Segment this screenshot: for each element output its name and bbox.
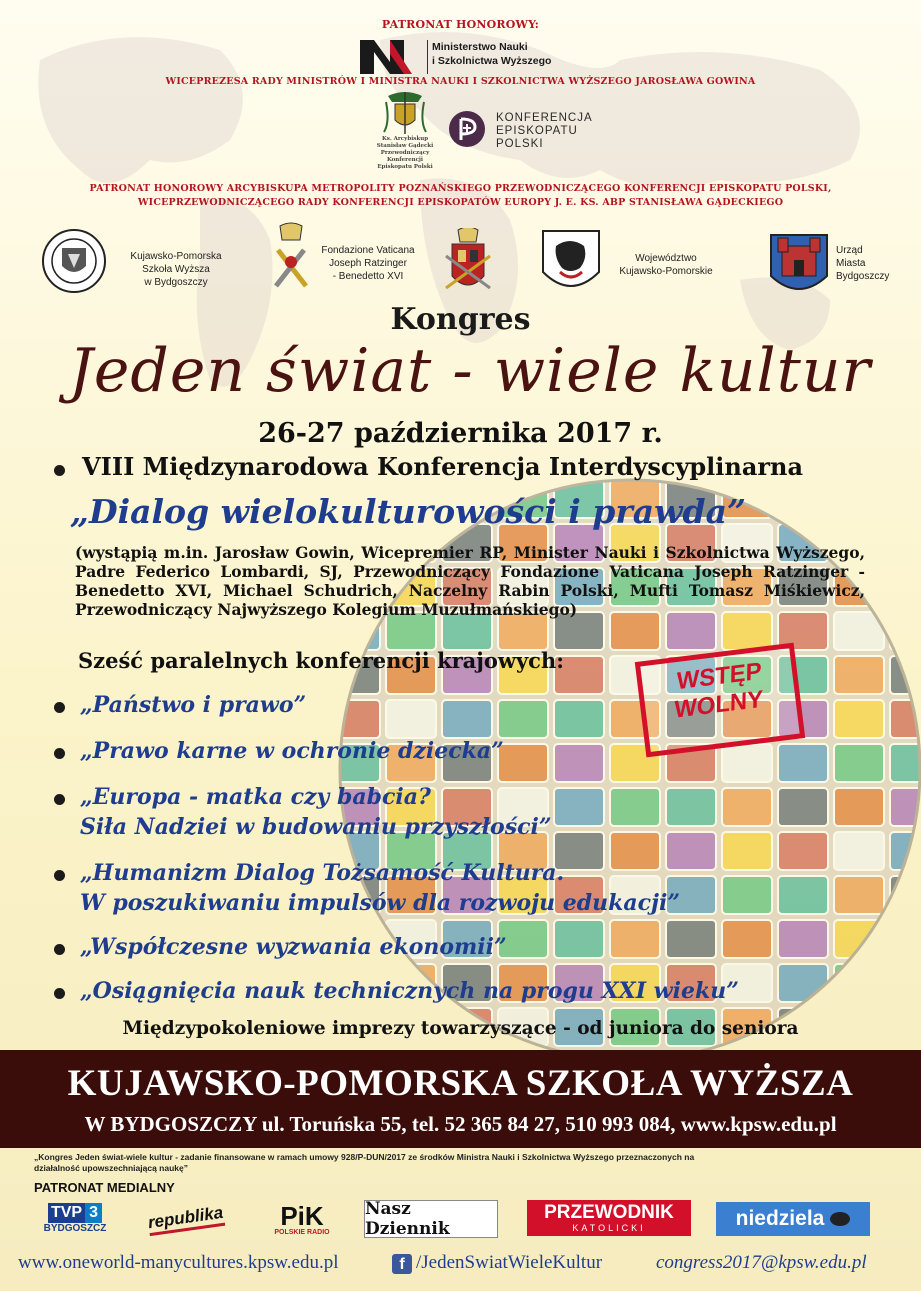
bullet-icon [54, 794, 65, 805]
flag-tile [890, 568, 921, 606]
fondazione-partner-name [318, 244, 418, 283]
flag-tile [330, 700, 380, 738]
flag-tile [890, 876, 921, 914]
voivodeship-partner-name [600, 252, 732, 278]
flag-tile [778, 964, 828, 1002]
flag-tile [890, 920, 921, 958]
fondazione-partner-line3: - Benedetto XVI [332, 271, 404, 282]
nasz-dziennik-text: Nasz Dziennik [365, 1199, 450, 1239]
flag-tile [834, 700, 884, 738]
flag-tile [778, 788, 828, 826]
funding-note-line2: działalność upowszechniającą naukę” [34, 1163, 188, 1173]
bullet-icon [54, 870, 65, 881]
city-office-partner-line2: Miasta [836, 258, 866, 269]
flag-tile [722, 832, 772, 870]
talk-item-4-line2: W poszukiwaniu impulsów dla rozwoju edukacji” [80, 890, 681, 916]
flag-tile [834, 788, 884, 826]
archbishop-caption-line2: Stanisław Gądecki [376, 143, 434, 149]
funding-note [34, 1152, 894, 1174]
media-patronage-label: PATRONAT MEDIALNY [34, 1180, 175, 1195]
event-title: Jeden świat - wiele kultur [68, 336, 872, 406]
bullet-icon [54, 702, 65, 713]
talk-item-5: „Współczesne wyzwania ekonomii” [80, 934, 507, 960]
flag-tile [834, 920, 884, 958]
bullet-icon [54, 465, 65, 476]
flag-tile [722, 788, 772, 826]
flag-tile [834, 656, 884, 694]
free-entry-stamp-text [644, 654, 794, 729]
talk-item-3-line2: Siła Nadziei w budowaniu przyszłości” [80, 814, 552, 840]
nasz-dziennik-logo [364, 1200, 498, 1238]
flag-tile [778, 920, 828, 958]
vice-premier-patronage: WICEPREZESA RADY MINISTRÓW I MINISTRA NAUKI I SZKOLNICTWA WYŻSZEGO JAROSŁAWA GOWINA [165, 76, 756, 87]
facebook-link[interactable]: /JedenSwiatWieleKultur [416, 1252, 603, 1273]
archbishop-caption-line1: Ks. Arcybiskup [381, 136, 429, 142]
przewodnik-text: PRZEWODNIK [544, 1202, 674, 1223]
ministry-name-line1: Ministerstwo Nauki [432, 41, 528, 53]
episcopate-name [496, 112, 593, 151]
honorary-patronage-label: PATRONAT HONOROWY: [381, 18, 540, 31]
flag-tile [834, 832, 884, 870]
archbishop-caption-line3: Przewodniczący [380, 150, 430, 156]
flag-tile [610, 920, 660, 958]
przewodnik-logo [527, 1200, 691, 1236]
talk-item-4-line1: „Humanizm Dialog Tożsamość Kultura. [80, 860, 565, 886]
bydgoszcz-coat-of-arms [768, 232, 830, 300]
archbishop-coat-of-arms [382, 92, 428, 134]
bullet-icon [54, 944, 65, 955]
archbishop-patronage [0, 182, 921, 210]
flag-tile [554, 920, 604, 958]
speakers-paragraph: (wystąpią m.in. Jarosław Gowin, Wicepremier RP, Minister Nauki i Szkolnictwa Wyższego, Padre Federico Lombardi, SJ, Przewodniczący Fondazione Vaticana Joseph Ratzinger - Benedetto XVI, Michael Schudrich, Naczelny Rabin Polski, Mufti Tomasz Miśkiewicz, Przewodniczący Najwyższego Kolegium Muzułmańskiego) [75, 543, 865, 619]
niedziela-mark-icon [830, 1212, 850, 1226]
ministry-name [432, 40, 551, 68]
university-address: W BYDGOSZCZY ul. Toruńska 55, tel. 52 365 84 27, 510 993 084, www.kpsw.edu.pl [84, 1112, 837, 1136]
flag-tile [666, 788, 716, 826]
kpsw-partner-line3: w Bydgoszczy [144, 277, 208, 288]
website-link[interactable]: www.oneworld-manycultures.kpsw.edu.pl [18, 1252, 339, 1273]
flag-tile [778, 832, 828, 870]
ministry-divider [427, 40, 428, 74]
flag-tile [834, 744, 884, 782]
city-office-partner-name [836, 244, 889, 283]
facebook-icon: f [392, 1254, 412, 1274]
flag-tile [722, 876, 772, 914]
tvp-text: TVP [48, 1203, 85, 1223]
bullet-icon [54, 988, 65, 999]
flag-tile [554, 700, 604, 738]
flag-tile [778, 480, 828, 518]
flag-tile [610, 788, 660, 826]
bullet-icon [54, 748, 65, 759]
talk-item-2: „Prawo karne w ochronie dziecka” [80, 738, 504, 764]
papal-benedict-coat-of-arms [440, 228, 496, 304]
flag-tile [834, 480, 884, 518]
pik-text: PiK [280, 1200, 324, 1231]
fondazione-partner-line1: Fondazione Vaticana [321, 245, 415, 256]
archbishop-caption-line4: Konferencji [386, 157, 424, 163]
tvp3-logo [38, 1198, 112, 1238]
flag-tile [498, 744, 548, 782]
flag-tile [610, 832, 660, 870]
talk-item-6: „Osiągnięcia nauk technicznych na progu XXI wieku” [80, 978, 739, 1004]
republika-text: republika [147, 1202, 225, 1235]
event-date: 26-27 października 2017 r. [258, 418, 663, 449]
episcopate-name-line3: POLSKI [496, 138, 544, 150]
talk-item-1: „Państwo i prawo” [80, 692, 307, 718]
flag-tile [778, 876, 828, 914]
flag-tile [890, 612, 921, 650]
ministry-logo [360, 40, 420, 74]
email-link[interactable]: congress2017@kpsw.edu.pl [656, 1252, 867, 1273]
tvp-number: 3 [85, 1203, 102, 1223]
parallel-conferences-heading: Sześć paralelnych konferencji krajowych: [78, 648, 564, 673]
flag-tile [498, 700, 548, 738]
ministry-name-line2: i Szkolnictwa Wyższego [432, 55, 552, 67]
vatican-coat-of-arms [262, 222, 320, 298]
flag-tile [554, 744, 604, 782]
niedziela-logo [716, 1202, 870, 1236]
flag-tile [666, 832, 716, 870]
flag-tile [890, 524, 921, 562]
free-entry-stamp [635, 643, 806, 758]
kpsw-seal-logo [38, 228, 110, 294]
voivodeship-coat-of-arms [540, 228, 602, 300]
archbishop-patronage-line2: WICEPRZEWODNICZĄCEGO RADY KONFERENCJI EPISKOPATÓW EUROPY J. E. KS. ABP STANISŁAWA GĄDECKIEGO [137, 197, 784, 208]
republika-logo [138, 1195, 234, 1243]
free-entry-line1: WSTĘP [676, 657, 762, 696]
city-office-partner-line3: Bydgoszczy [836, 271, 890, 282]
flag-tile [778, 744, 828, 782]
pik-radio-logo [262, 1196, 342, 1242]
accompanying-events: Międzypokoleniowe imprezy towarzyszące - od juniora do seniora [122, 1018, 799, 1039]
episcopate-logo-icon [448, 110, 486, 148]
flag-tile [890, 964, 921, 1002]
flag-tile [386, 700, 436, 738]
flag-tile [722, 744, 772, 782]
pik-sub: POLSKIE RADIO [274, 1228, 330, 1236]
university-name: KUJAWSKO-POMORSKA SZKOŁA WYŻSZA [67, 1063, 854, 1104]
archbishop-caption [360, 136, 450, 171]
flag-tile [722, 920, 772, 958]
conference-name: VIII Międzynarodowa Konferencja Interdyscyplinarna [82, 452, 804, 481]
archbishop-patronage-line1: PATRONAT HONOROWY ARCYBISKUPA METROPOLITY POZNAŃSKIEGO PRZEWODNICZĄCEGO KONFERENCJI EPISKOPATU POLSKI, [89, 183, 832, 194]
flag-tile [890, 480, 921, 518]
funding-note-line1: „Kongres Jeden świat-wiele kultur - zadanie finansowane w ramach umowy 928/P-DUN/2017 ze środków Ministra Nauki i Szkolnictwa Wyższego przeznaczonych na [34, 1152, 695, 1162]
flag-tile [442, 700, 492, 738]
flag-tile [890, 744, 921, 782]
flag-tile [554, 788, 604, 826]
talk-item-3-line1: „Europa - matka czy babcia? [80, 784, 431, 810]
fondazione-partner-line2: Joseph Ratzinger [329, 258, 407, 269]
voivodeship-partner-line1: Województwo [635, 253, 697, 264]
tvp-city: BYDGOSZCZ [43, 1222, 107, 1234]
city-office-partner-line1: Urząd [836, 245, 863, 256]
voivodeship-partner-line2: Kujawsko-Pomorskie [619, 266, 713, 277]
kpsw-partner-name [112, 250, 240, 289]
przewodnik-sub: KATOLICKI [572, 1223, 646, 1233]
kongres-heading: Kongres [390, 302, 531, 337]
kpsw-partner-line2: Szkoła Wyższa [142, 264, 210, 275]
free-entry-line2: WOLNY [674, 685, 764, 724]
niedziela-text: niedziela [735, 1207, 825, 1230]
conference-theme: „Dialog wielokulturowości i prawda” [70, 492, 746, 531]
kpsw-partner-line1: Kujawsko-Pomorska [130, 251, 222, 262]
episcopate-name-line1: KONFERENCJA [496, 112, 593, 124]
flag-tile [834, 876, 884, 914]
archbishop-caption-line5: Episkopatu Polski [377, 164, 433, 170]
flag-tile [666, 920, 716, 958]
episcopate-name-line2: EPISKOPATU [496, 125, 578, 137]
